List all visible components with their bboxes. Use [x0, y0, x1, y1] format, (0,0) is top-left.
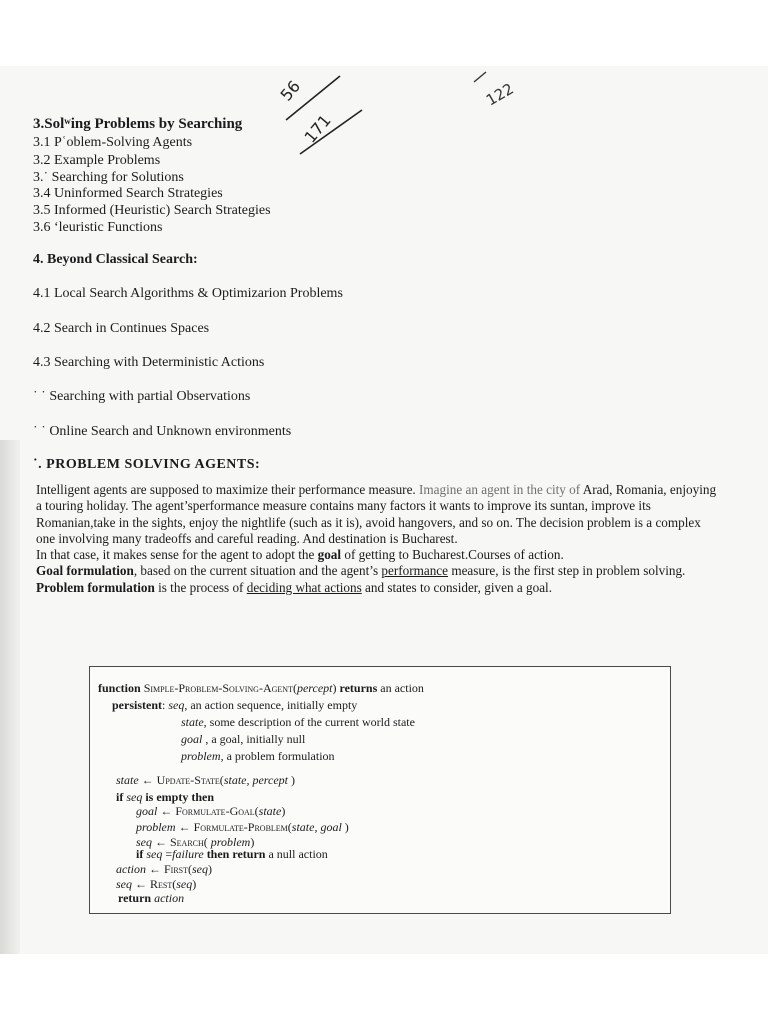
algo-line-if-failure: if seq =failure then return a null action: [136, 847, 328, 861]
algo-line-formulate-problem: problem ← Formulate-Problem(state, goal ): [136, 820, 349, 834]
toc-item-3-4: 3.4 Uninformed Search Strategies: [33, 186, 223, 201]
paragraph-4: Problem formulation is the process of deciding what actions and states to consider, given a goal.: [36, 579, 553, 595]
algo-line-state-desc: state, some description of the current world state: [181, 715, 415, 729]
handwritten-score-c: 122: [483, 79, 517, 110]
algo-line-function: function Simple-Problem-Solving-Agent(percept) returns an action: [98, 681, 424, 695]
section4-item-1: 4.1 Local Search Algorithms & Optimizarion Problems: [33, 286, 343, 301]
paragraph-2: In that case, it makes sense for the agent to adopt the goal of getting to Bucharest.Courses of action.: [36, 547, 564, 563]
handwritten-score-b: 171: [300, 110, 335, 147]
toc-item-3-6: 3.6 ʻleuristic Functions: [33, 220, 163, 235]
tick-mark: [474, 72, 486, 82]
section4-item-5: ˙ ˙ Online Search and Unknown environments: [33, 424, 292, 439]
chapter3-title: 3.Solʷing Problems by Searching: [33, 116, 243, 132]
toc-item-3-2: 3.2 Example Problems: [33, 153, 161, 168]
paragraph-3: Goal formulation, based on the current situation and the agent’s performance measure, is the first step in problem solving.: [36, 563, 686, 579]
handwritten-total-mark: [470, 62, 550, 112]
algo-line-search: seq ← Search( problem): [136, 835, 255, 849]
algo-line-first: action ← First(seq): [116, 862, 213, 876]
toc-item-3-5: 3.5 Informed (Heuristic) Search Strategies: [33, 203, 271, 218]
toc-item-3-1: 3.1 Pʿoblem-Solving Agents: [33, 135, 193, 150]
chapter4-title: 4. Beyond Classical Search:: [33, 252, 198, 267]
algo-line-if-empty: if seq is empty then: [116, 790, 215, 804]
section4-item-4: ˙ ˙ Searching with partial Observations: [33, 389, 251, 404]
algo-line-formulate-goal: goal ← Formulate-Goal(state): [136, 804, 286, 818]
page-edge-shadow: [0, 440, 20, 954]
section4-item-2: 4.2 Search in Continues Spaces: [33, 321, 210, 336]
handwritten-score-mark: [270, 62, 380, 172]
section4-item-3: 4.3 Searching with Deterministic Actions: [33, 355, 265, 370]
algo-line-update-state: state ← Update-State(state, percept ): [116, 773, 296, 787]
handwritten-score-a: 56: [276, 76, 305, 105]
algo-line-persistent: persistent: seq, an action sequence, initially empty: [112, 698, 358, 712]
paragraph-1: Intelligent agents are supposed to maximize their performance measure. Imagine an agent in the city of Arad, Romania, enjoying a touring holiday. The agent’sperformance measure contains many factors it wants to improve its suntan, improve its Romanian,take in the sights, enjoy the nightlife (such as it is), avoid hangovers, and so on. The decision problem is a complex one involving many tradeoffs and careful reading. And destination is Bucharest.: [36, 482, 717, 546]
algo-line-rest: seq ← Rest(seq): [116, 877, 197, 891]
algo-line-return: return action: [118, 891, 185, 905]
toc-item-3-3: 3.˙ Searching for Solutions: [33, 170, 184, 185]
problem-solving-heading: ˙. PROBLEM SOLVING AGENTS:: [33, 457, 261, 472]
algo-line-problem-desc: problem, a problem formulation: [181, 749, 335, 763]
algo-line-goal-desc: goal , a goal, initially null: [181, 732, 306, 746]
body-text: [36, 482, 722, 596]
